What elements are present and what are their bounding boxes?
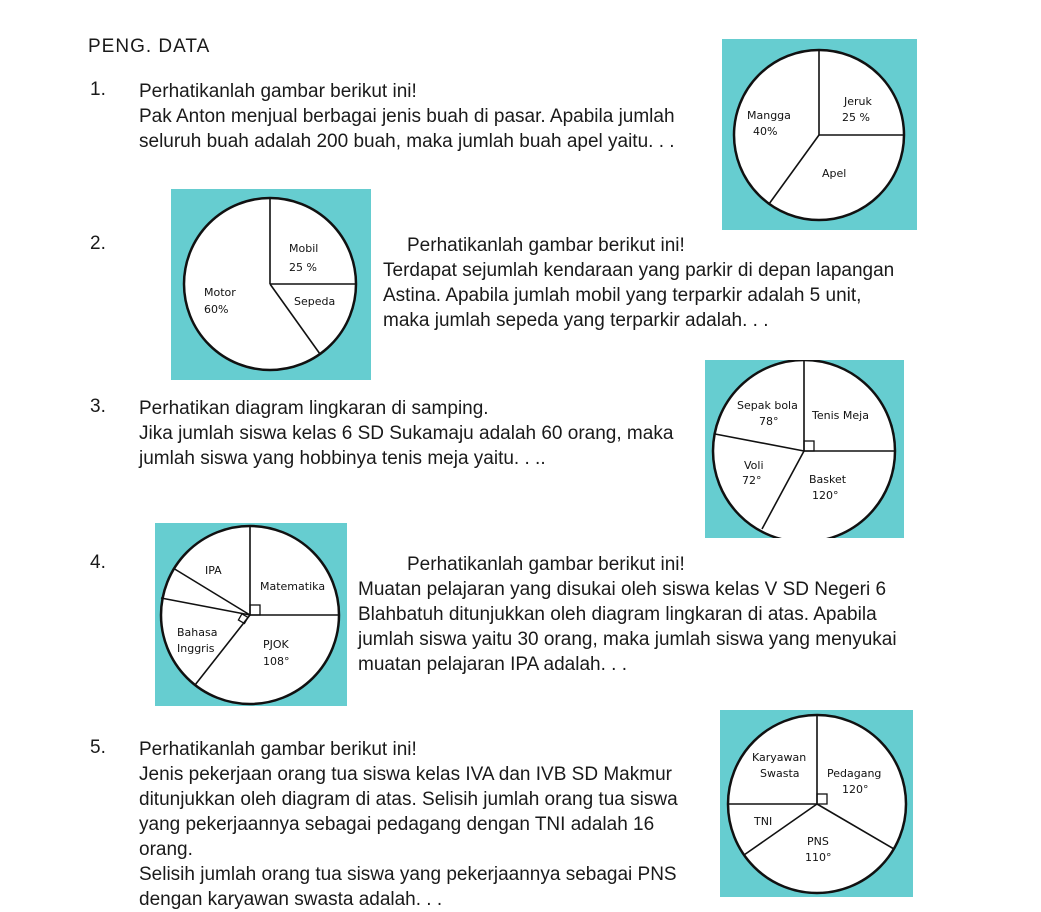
chart-5-panel bbox=[720, 710, 913, 897]
question-3-text bbox=[139, 396, 699, 471]
pie-label: Voli bbox=[744, 459, 764, 472]
pie-value: 60% bbox=[204, 303, 229, 316]
chart-4-pie bbox=[155, 523, 347, 706]
chart-2-panel bbox=[171, 189, 371, 380]
question-5-text bbox=[139, 737, 704, 912]
question-4-line: Perhatikanlah gambar berikut ini! bbox=[407, 554, 685, 575]
page-title: PENG. DATA bbox=[88, 36, 211, 57]
chart-1-pie bbox=[722, 39, 917, 230]
chart-1-panel bbox=[722, 39, 917, 230]
question-4-line: Muatan pelajaran yang disukai oleh siswa kelas V SD Negeri 6 bbox=[358, 579, 887, 600]
pie-label: PNS bbox=[807, 835, 829, 848]
pie-value: 25 % bbox=[289, 261, 317, 274]
pie-value: 40% bbox=[753, 125, 778, 138]
pie-value: 108° bbox=[263, 655, 290, 668]
chart-3-panel bbox=[705, 360, 904, 538]
question-2-line: Perhatikanlah gambar berikut ini! bbox=[407, 235, 685, 256]
chart-5-pie bbox=[720, 710, 913, 897]
pie-label: Sepeda bbox=[294, 295, 336, 308]
pie-label: Mangga bbox=[747, 109, 791, 122]
question-5-line: Perhatikanlah gambar berikut ini! bbox=[139, 739, 417, 760]
question-4-number: 4. bbox=[90, 552, 106, 573]
question-3-line: Perhatikan diagram lingkaran di samping. bbox=[139, 398, 489, 419]
question-1-text bbox=[139, 79, 699, 154]
pie-value: 120° bbox=[842, 783, 869, 796]
pie-value: 78° bbox=[759, 415, 779, 428]
question-3-line: Jika jumlah siswa kelas 6 SD Sukamaju adalah 60 orang, maka bbox=[139, 423, 674, 444]
question-5-number: 5. bbox=[90, 737, 106, 758]
pie-label: Karyawan bbox=[752, 751, 807, 764]
question-4-text bbox=[358, 552, 916, 677]
pie-label: PJOK bbox=[263, 638, 289, 651]
question-1-number: 1. bbox=[90, 79, 106, 100]
pie-label: Pedagang bbox=[827, 767, 882, 780]
question-2-line: maka jumlah sepeda yang terparkir adalah. . . bbox=[383, 310, 769, 331]
pie-label: Sepak bola bbox=[737, 399, 798, 412]
pie-label: Tenis Meja bbox=[812, 409, 869, 422]
pie-label: IPA bbox=[205, 564, 222, 577]
question-5-line: dengan karyawan swasta adalah. . . bbox=[139, 889, 443, 910]
pie-label: Apel bbox=[822, 167, 847, 180]
pie-label: Matematika bbox=[260, 580, 326, 593]
question-1-line: seluruh buah adalah 200 buah, maka jumlah buah apel yaitu. . . bbox=[139, 131, 675, 152]
question-2-line: Terdapat sejumlah kendaraan yang parkir di depan lapangan bbox=[383, 260, 895, 281]
pie-label: Inggris bbox=[177, 642, 215, 655]
question-2-text bbox=[383, 233, 916, 333]
question-4-line: muatan pelajaran IPA adalah. . . bbox=[358, 654, 627, 675]
question-5-line: ditunjukkan oleh diagram di atas. Selisih jumlah orang tua siswa bbox=[139, 789, 678, 810]
pie-label: TNI bbox=[754, 815, 773, 828]
question-1-line: Pak Anton menjual berbagai jenis buah di pasar. Apabila jumlah bbox=[139, 106, 675, 127]
question-5-line: yang pekerjaannya sebagai pedagang dengan TNI adalah 16 orang. bbox=[139, 814, 655, 860]
pie-value: 110° bbox=[805, 851, 832, 864]
question-3-line: jumlah siswa yang hobbinya tenis meja yaitu. . .. bbox=[139, 448, 546, 469]
pie-label: Motor bbox=[204, 286, 236, 299]
question-2-line: Astina. Apabila jumlah mobil yang terparkir adalah 5 unit, bbox=[383, 285, 862, 306]
pie-label: Basket bbox=[809, 473, 847, 486]
pie-label: Bahasa bbox=[177, 626, 218, 639]
question-2-number: 2. bbox=[90, 233, 106, 254]
chart-4-panel bbox=[155, 523, 347, 706]
question-3-number: 3. bbox=[90, 396, 106, 417]
chart-3-pie bbox=[705, 360, 904, 538]
question-5-line: Selisih jumlah orang tua siswa yang pekerjaannya sebagai PNS bbox=[139, 864, 677, 885]
pie-value: 25 % bbox=[842, 111, 870, 124]
chart-2-pie bbox=[171, 189, 371, 380]
pie-value: 120° bbox=[812, 489, 839, 502]
pie-label: Jeruk bbox=[844, 95, 872, 108]
pie-value: 72° bbox=[742, 474, 762, 487]
pie-label: Swasta bbox=[760, 767, 800, 780]
question-4-line: jumlah siswa yaitu 30 orang, maka jumlah siswa yang menyukai bbox=[358, 629, 897, 650]
question-5-line: Jenis pekerjaan orang tua siswa kelas IVA dan IVB SD Makmur bbox=[139, 764, 672, 785]
question-1-line: Perhatikanlah gambar berikut ini! bbox=[139, 81, 417, 102]
pie-label: Mobil bbox=[289, 242, 319, 255]
question-4-line: Blahbatuh ditunjukkan oleh diagram lingkaran di atas. Apabila bbox=[358, 604, 877, 625]
